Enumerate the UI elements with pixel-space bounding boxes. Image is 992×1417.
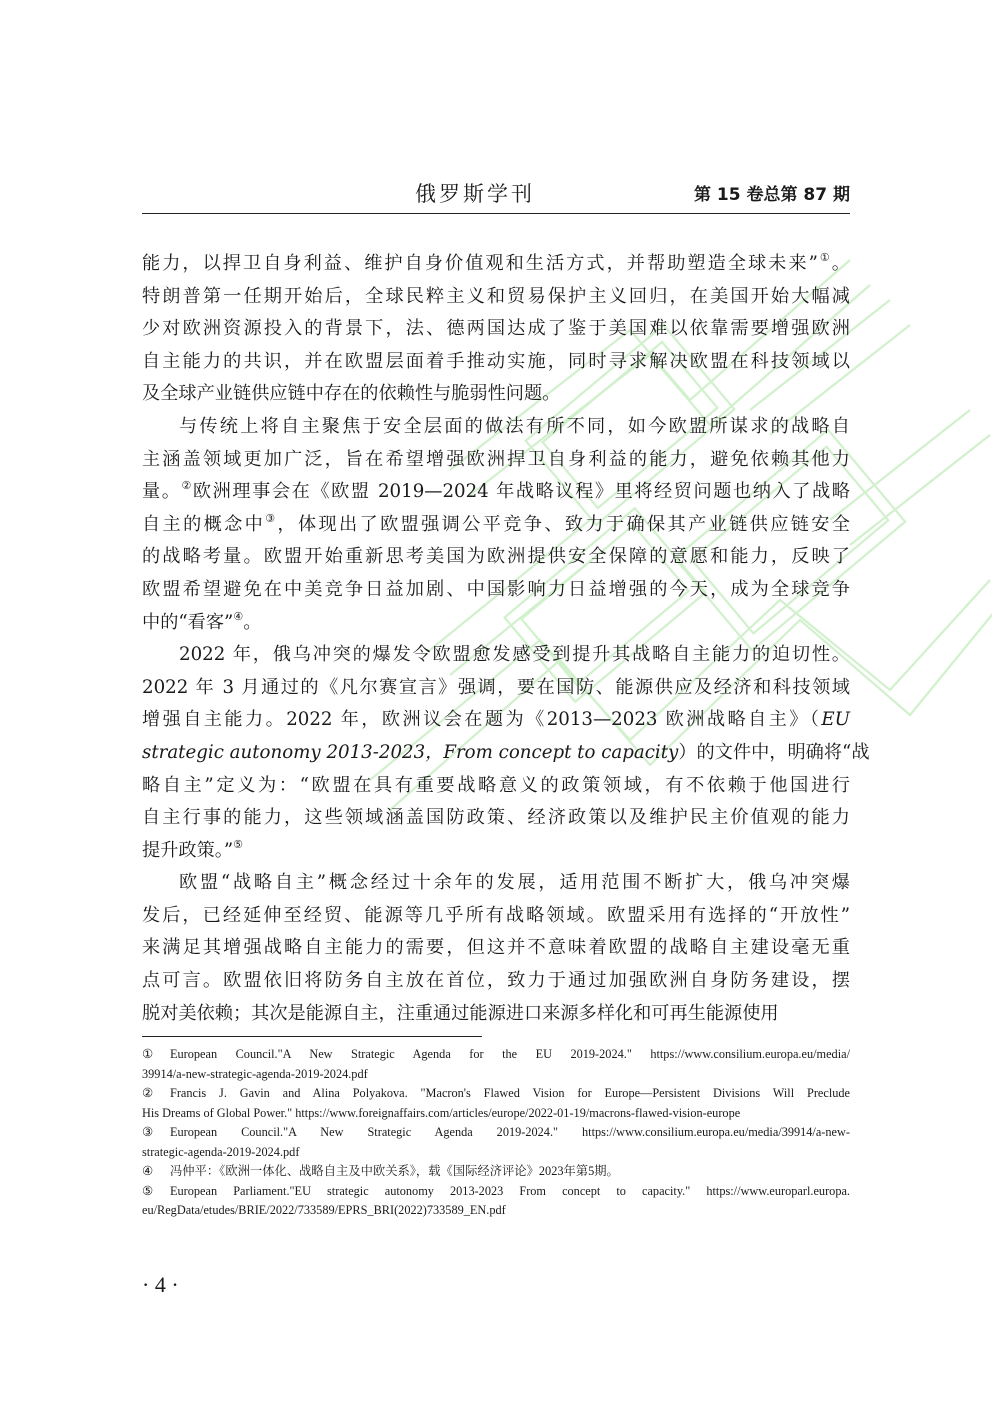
body-line bbox=[142, 770, 850, 803]
footnote-item bbox=[142, 1162, 850, 1182]
body-line bbox=[142, 378, 850, 411]
footnote-marker: ⑤ bbox=[142, 1183, 154, 1198]
body-line bbox=[142, 932, 850, 965]
body-line bbox=[142, 639, 850, 672]
body-text-run: 提升政策。” bbox=[142, 839, 234, 861]
header-divider bbox=[142, 213, 850, 214]
footnote-marker: ② bbox=[142, 1086, 154, 1100]
body-text-run: 中的“看客” bbox=[142, 611, 234, 633]
footnote-text[interactable]: European Council."A New Strategic Agenda for the EU 2019-2024." https://www.consilium.europa.eu/media/ bbox=[170, 1047, 850, 1061]
body-text-run: 能力，以捍卫自身利益、维护自身价值观和生活方式，并帮助塑造全球未来” bbox=[142, 253, 818, 274]
footnote-item bbox=[142, 1182, 850, 1221]
body-line bbox=[142, 965, 850, 998]
footnote-divider bbox=[142, 1036, 482, 1037]
body-text-run: 2022 年，俄乌冲突的爆发令欧盟愈发感受到提升其战略自主能力的迫切性。 bbox=[179, 644, 850, 666]
body-line bbox=[142, 476, 850, 509]
body-line bbox=[142, 411, 850, 444]
body-line bbox=[142, 281, 850, 314]
body-line bbox=[142, 607, 850, 640]
body-text-run: 主涵盖领域更加广泛，旨在希望增强欧洲捍卫自身利益的能力，避免依赖其他力 bbox=[142, 448, 850, 470]
body-line bbox=[142, 672, 850, 705]
body-text-run: 欧盟“战略自主”概念经过十余年的发展，适用范围不断扩大，俄乌冲突爆 bbox=[179, 872, 850, 894]
body-text-run: 欧盟希望避免在中美竞争日益加剧、中国影响力日益增强的今天，成为全球竞争 bbox=[142, 578, 850, 600]
body-line bbox=[142, 704, 850, 737]
body-line bbox=[142, 900, 850, 933]
issue-label: 第 15 卷总第 87 期 bbox=[694, 185, 850, 205]
footnote-text[interactable]: Francis J. Gavin and Alina Polyakova. "Macron's Flawed Vision for Europe—Persistent Divisions Will Preclude bbox=[170, 1086, 850, 1100]
body-text-run: 自主行事的能力，这些领域涵盖国防政策、经济政策以及维护民主价值观的能力 bbox=[142, 807, 850, 829]
footnote-text[interactable]: His Dreams of Global Power." https://www.foreignaffairs.com/articles/europe/2022-01-19/macrons-flawed-vision-europe bbox=[142, 1105, 741, 1120]
body-text-run: 2022 年 3 月通过的《凡尔赛宣言》强调，要在国防、能源供应及经济和科技领域 bbox=[142, 676, 850, 698]
footnote-ref[interactable]: ③ bbox=[265, 511, 278, 525]
body-text-run: 略自主”定义为：“欧盟在具有重要战略意义的政策领域，有不依赖于他国进行 bbox=[142, 774, 850, 796]
body-line bbox=[142, 346, 850, 379]
body-text-run: 。 bbox=[243, 611, 262, 633]
body-line bbox=[142, 835, 850, 868]
body-text-run: 自主的概念中 bbox=[142, 513, 266, 535]
body-text-run: 及全球产业链供应链中存在的依赖性与脆弱性问题。 bbox=[142, 383, 561, 405]
body-line bbox=[142, 248, 850, 281]
footnote-text[interactable]: eu/RegData/etudes/BRIE/2022/733589/EPRS_BRI(2022)733589_EN.pdf bbox=[142, 1203, 506, 1217]
body-line bbox=[142, 444, 850, 477]
footnote-ref[interactable]: ① bbox=[817, 251, 832, 264]
footnote-text[interactable]: 冯仲平：《欧洲一体化、战略自主及中欧关系》，载《国际经济评论》2023年第5期。 bbox=[170, 1164, 619, 1178]
footnote-item bbox=[142, 1123, 850, 1162]
body-text-run: 自主能力的共识，并在欧盟层面着手推动实施，同时寻求解决欧盟在科技领域以 bbox=[142, 350, 850, 372]
footnote-ref[interactable]: ⑤ bbox=[233, 837, 244, 851]
body-text-run: 。 bbox=[831, 253, 850, 274]
page-number: · 4 · bbox=[142, 1272, 179, 1297]
body-text-run: strategic autonomy 2013-2023，From concept to capacity）的文件中，明确将“战 bbox=[142, 741, 870, 763]
footnotes bbox=[142, 1045, 850, 1221]
footnote-marker: ① bbox=[142, 1047, 154, 1061]
body-text-run: 来满足其增强战略自主能力的需要，但这并不意味着欧盟的战略自主建设毫无重 bbox=[142, 937, 850, 959]
body-line bbox=[142, 313, 850, 346]
body-text-run: ，体现出了欧盟强调公平竞争、致力于确保其产业链供应链安全 bbox=[277, 513, 850, 535]
body-text-run: 增强自主能力。2022 年，欧洲议会在题为《2013—2023 欧洲战略自主》（EU bbox=[142, 709, 850, 731]
body-text-run: 少对欧洲资源投入的背景下，法、德两国达成了鉴于美国难以依靠需要增强欧洲 bbox=[142, 318, 850, 340]
body-line bbox=[142, 541, 850, 574]
body-text-run: 脱对美依赖；其次是能源自主，注重通过能源进口来源多样化和可再生能源使用 bbox=[142, 1002, 779, 1024]
body-text-run: 特朗普第一任期开始后，全球民粹主义和贸易保护主义回归，在美国开始大幅减 bbox=[142, 285, 850, 307]
footnote-text[interactable]: 39914/a-new-strategic-agenda-2019-2024.pdf bbox=[142, 1066, 368, 1081]
body-text-run: 量。 bbox=[142, 481, 182, 503]
body-text-run: 欧洲理事会在《欧盟 2019—2024 年战略议程》里将经贸问题也纳入了战略 bbox=[192, 481, 850, 503]
body-line bbox=[142, 737, 870, 770]
body-text-run: 的战略考量。欧盟开始重新思考美国为欧洲提供安全保障的意愿和能力，反映了 bbox=[142, 546, 850, 568]
body-text-run: 发后，已经延伸至经贸、能源等几乎所有战略领域。欧盟采用有选择的“开放性” bbox=[142, 904, 850, 926]
footnote-item bbox=[142, 1045, 850, 1084]
journal-title: 俄罗斯学刊 bbox=[415, 182, 535, 206]
footnote-ref[interactable]: ② bbox=[181, 479, 193, 493]
body-line bbox=[142, 509, 850, 542]
article-body bbox=[142, 248, 870, 1030]
body-line bbox=[142, 574, 850, 607]
footnote-text[interactable]: European Parliament."EU strategic autonomy 2013-2023 From concept to capacity." https://www.europarl.europa. bbox=[170, 1183, 850, 1198]
footnote-marker: ④ bbox=[142, 1164, 154, 1178]
body-line bbox=[142, 998, 850, 1031]
footnote-item bbox=[142, 1084, 850, 1123]
body-line bbox=[142, 802, 850, 835]
body-text-run: 点可言。欧盟依旧将防务自主放在首位，致力于通过加强欧洲自身防务建设，摆 bbox=[142, 970, 850, 992]
footnote-marker: ③ bbox=[142, 1125, 154, 1139]
footnote-text[interactable]: strategic-agenda-2019-2024.pdf bbox=[142, 1144, 300, 1159]
footnote-ref[interactable]: ④ bbox=[233, 609, 244, 623]
body-line bbox=[142, 867, 850, 900]
footnote-text[interactable]: European Council."A New Strategic Agenda 2019-2024." https://www.consilium.europa.eu/media/39914/a-new- bbox=[170, 1125, 850, 1139]
body-text-run: 与传统上将自主聚焦于安全层面的做法有所不同，如今欧盟所谋求的战略自 bbox=[179, 415, 850, 437]
